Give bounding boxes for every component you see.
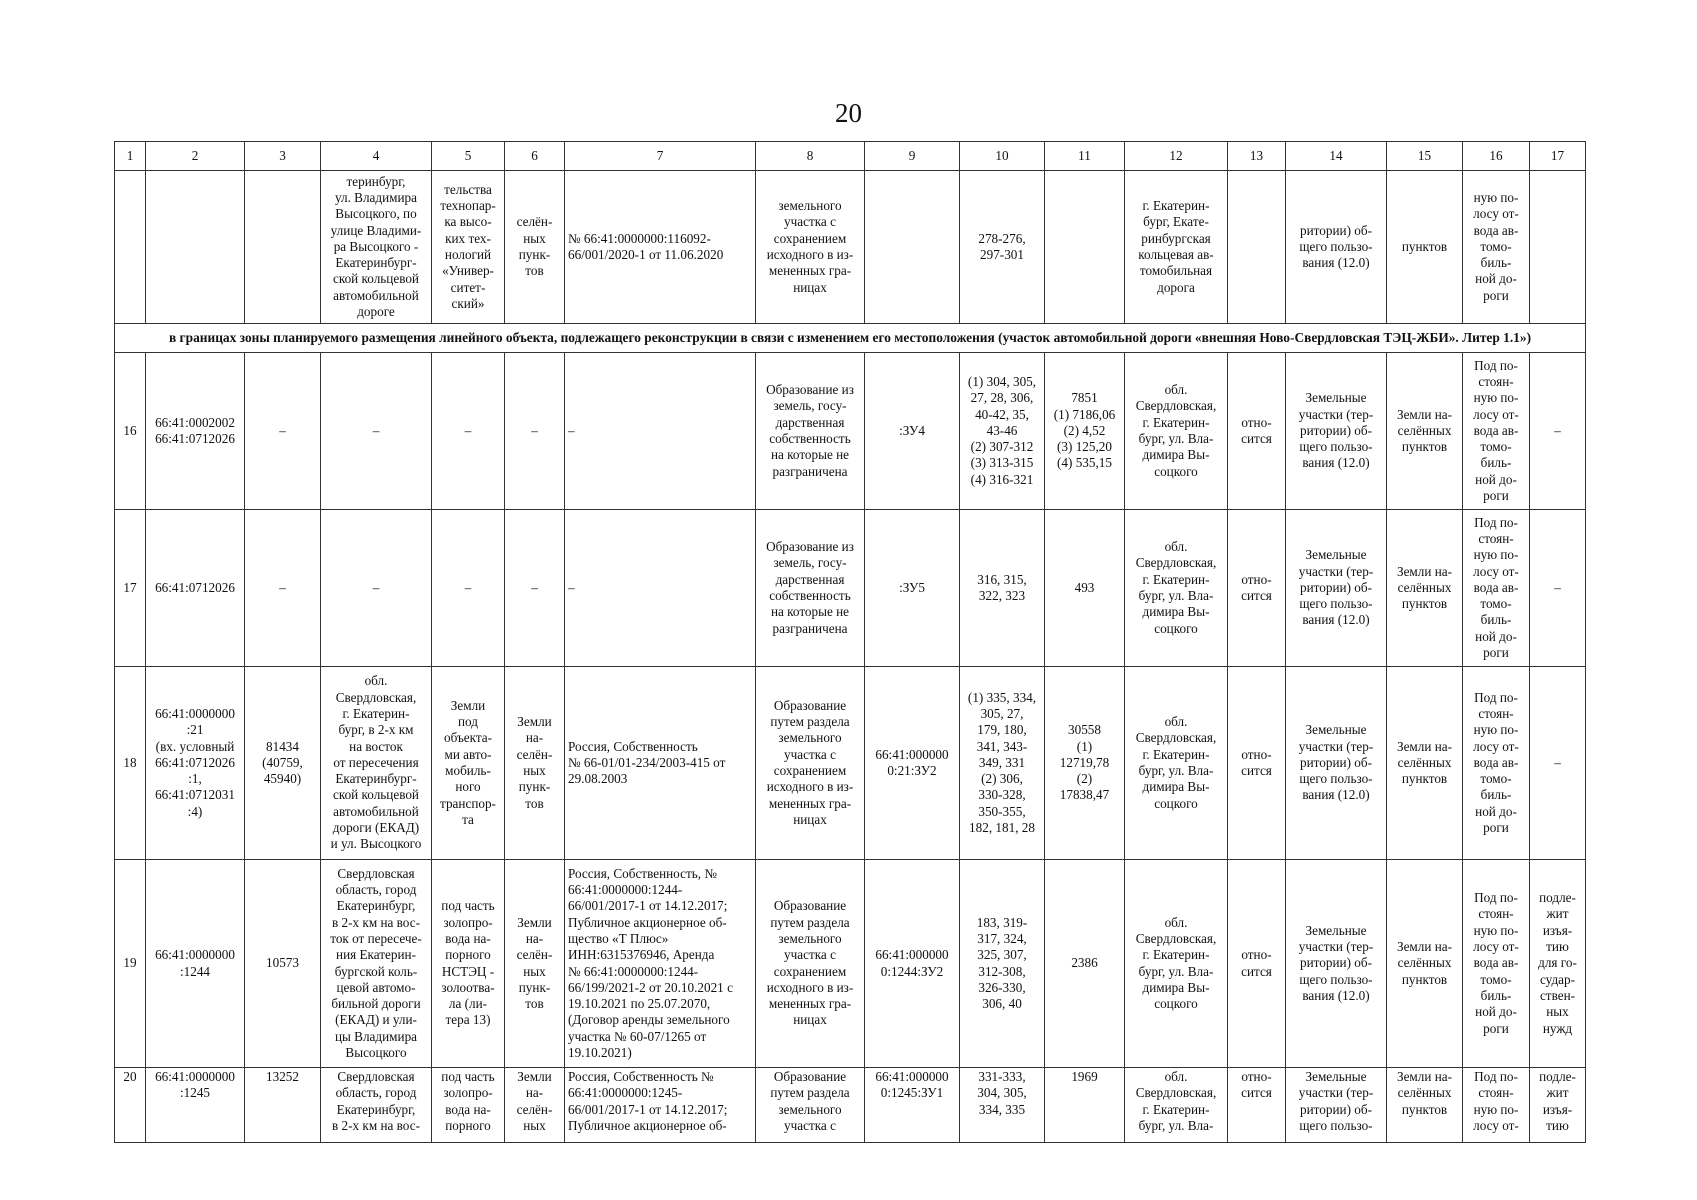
cell-col-7: Россия, Собственность, № 66:41:0000000:1244- 66/001/2017-1 от 14.12.2017; Публичное акционерное об- щество «Т Плюс» ИНН:6315376946, Аренда № 66:41:0000000:1244- 66/199/2021-2 от 20.10.2021 с 19.10.2021 по 25.07.2070, (Договор аренды земельного участка № 60-07/1265 от 19.10.2021) xyxy=(565,860,756,1068)
cell-col-1: 18 xyxy=(115,667,146,860)
cell-col-9: 66:41:000000 0:1244:ЗУ2 xyxy=(865,860,960,1068)
cell-col-12: г. Екатерин- бург, Екате- ринбургская кольцевая ав- томобильная дорога xyxy=(1125,171,1228,324)
cell-col-13: отно- сится xyxy=(1228,860,1286,1068)
cell-col-2: 2 xyxy=(146,142,245,171)
cell-col-15: Земли на- селённых пунктов xyxy=(1387,860,1463,1068)
cell-col-10: 10 xyxy=(960,142,1045,171)
cell-col-2: 66:41:0000000 :1245 xyxy=(146,1068,245,1143)
cell-col-10: (1) 304, 305, 27, 28, 306, 40-42, 35, 43-46 (2) 307-312 (3) 313-315 (4) 316-321 xyxy=(960,353,1045,510)
cell-col-3: 10573 xyxy=(245,860,321,1068)
cell-col-8: Образование путем раздела земельного участка с сохранением исходного в из- мененных гра- ницах xyxy=(756,860,865,1068)
cell-col-17: – xyxy=(1530,510,1586,667)
cell-col-13: 13 xyxy=(1228,142,1286,171)
cell-col-10: 331-333, 304, 305, 334, 335 xyxy=(960,1068,1045,1143)
cell-col-16: Под по- стоян- ную по- лосу от- xyxy=(1463,1068,1530,1143)
cell-col-4: обл. Свердловская, г. Екатерин- бург, в 2-х км на восток от пересечения Екатеринбург- ской кольцевой автомобильной дороги (ЕКАД) и ул. Высоцкого xyxy=(321,667,432,860)
cell-col-4: 4 xyxy=(321,142,432,171)
cell-col-4: теринбург, ул. Владимира Высоцкого, по улице Владими- ра Высоцкого - Екатеринбург- ской кольцевой автомобильной дороге xyxy=(321,171,432,324)
cell-col-1: 1 xyxy=(115,142,146,171)
cell-col-6: Земли на- селён- ных пунк- тов xyxy=(505,860,565,1068)
cell-col-12: обл. Свердловская, г. Екатерин- бург, ул. Вла- димира Вы- соцкого xyxy=(1125,353,1228,510)
table-header-row xyxy=(115,142,1586,171)
table-row xyxy=(115,667,1586,860)
cell-col-15: Земли на- селённых пунктов xyxy=(1387,1068,1463,1143)
cell-col-16: Под по- стоян- ную по- лосу от- вода ав- томо- биль- ной до- роги xyxy=(1463,667,1530,860)
cell-col-15: Земли на- селённых пунктов xyxy=(1387,510,1463,667)
cell-col-2 xyxy=(146,171,245,324)
cell-col-3: 13252 xyxy=(245,1068,321,1143)
cell-col-8: Образование путем раздела земельного участка с сохранением исходного в из- мененных гра- ницах xyxy=(756,667,865,860)
cell-col-15: Земли на- селённых пунктов xyxy=(1387,353,1463,510)
cell-col-4: Свердловская область, город Екатеринбург, в 2-х км на вос- ток от пересече- ния Екатерин- бургской коль- цевой автомо- бильной дороги (ЕКАД) и ули- цы Владимира Высоцкого xyxy=(321,860,432,1068)
cell-col-8: Образование из земель, госу- дарственная собственность на которые не разграничена xyxy=(756,353,865,510)
section-title-row xyxy=(115,324,1586,353)
cell-col-17: 17 xyxy=(1530,142,1586,171)
cell-col-5: – xyxy=(432,510,505,667)
cell-col-11: 11 xyxy=(1045,142,1125,171)
table-row-continued xyxy=(115,171,1586,324)
cell-col-15: пунктов xyxy=(1387,171,1463,324)
cell-col-12: обл. Свердловская, г. Екатерин- бург, ул. Вла- димира Вы- соцкого xyxy=(1125,510,1228,667)
cell-col-3: 81434 (40759, 45940) xyxy=(245,667,321,860)
table-row xyxy=(115,860,1586,1068)
cell-col-1: 20 xyxy=(115,1068,146,1143)
cell-col-8: 8 xyxy=(756,142,865,171)
cell-col-11: 2386 xyxy=(1045,860,1125,1068)
cell-col-14: 14 xyxy=(1286,142,1387,171)
cell-col-10: 278-276, 297-301 xyxy=(960,171,1045,324)
cell-col-6: – xyxy=(505,510,565,667)
cell-col-16: Под по- стоян- ную по- лосу от- вода ав- томо- биль- ной до- роги xyxy=(1463,353,1530,510)
cell-col-6: Земли на- селён- ных пунк- тов xyxy=(505,667,565,860)
cell-col-17: – xyxy=(1530,353,1586,510)
cell-col-6: 6 xyxy=(505,142,565,171)
cell-col-12: обл. Свердловская, г. Екатерин- бург, ул. Вла- xyxy=(1125,1068,1228,1143)
cell-col-2: 66:41:0002002 66:41:0712026 xyxy=(146,353,245,510)
cell-col-12: обл. Свердловская, г. Екатерин- бург, ул. Вла- димира Вы- соцкого xyxy=(1125,667,1228,860)
land-plots-table xyxy=(114,141,1586,1143)
cell-col-9: 66:41:000000 0:1245:ЗУ1 xyxy=(865,1068,960,1143)
cell-col-9 xyxy=(865,171,960,324)
cell-col-13: отно- сится xyxy=(1228,667,1286,860)
cell-col-4: Свердловская область, город Екатеринбург, в 2-х км на вос- xyxy=(321,1068,432,1143)
cell-col-17: подле- жит изъя- тию для го- судар- ствен- ных нужд xyxy=(1530,860,1586,1068)
cell-col-5: 5 xyxy=(432,142,505,171)
cell-col-9: 9 xyxy=(865,142,960,171)
cell-col-7: Россия, Собственность № 66-01/01-234/2003-415 от 29.08.2003 xyxy=(565,667,756,860)
cell-col-4: – xyxy=(321,510,432,667)
cell-col-7: – xyxy=(565,510,756,667)
cell-col-7: – xyxy=(565,353,756,510)
cell-col-6: – xyxy=(505,353,565,510)
cell-col-16: Под по- стоян- ную по- лосу от- вода ав- томо- биль- ной до- роги xyxy=(1463,860,1530,1068)
cell-col-3 xyxy=(245,171,321,324)
cell-col-9: :ЗУ4 xyxy=(865,353,960,510)
cell-col-7: 7 xyxy=(565,142,756,171)
cell-col-14: ритории) об- щего пользо- вания (12.0) xyxy=(1286,171,1387,324)
cell-col-1: 16 xyxy=(115,353,146,510)
cell-col-17 xyxy=(1530,171,1586,324)
cell-col-3: – xyxy=(245,353,321,510)
cell-col-8: Образование путем раздела земельного участка с xyxy=(756,1068,865,1143)
cell-col-2: 66:41:0712026 xyxy=(146,510,245,667)
cell-col-12: обл. Свердловская, г. Екатерин- бург, ул. Вла- димира Вы- соцкого xyxy=(1125,860,1228,1068)
cell-col-11: 30558 (1) 12719,78 (2) 17838,47 xyxy=(1045,667,1125,860)
cell-col-5: Земли под объекта- ми авто- мобиль- ного транспор- та xyxy=(432,667,505,860)
table-row xyxy=(115,510,1586,667)
cell-col-13 xyxy=(1228,171,1286,324)
cell-col-5: под часть золопро- вода на- порного НСТЭЦ - золоотва- ла (ли- тера 13) xyxy=(432,860,505,1068)
cell-col-10: 316, 315, 322, 323 xyxy=(960,510,1045,667)
cell-col-15: Земли на- селённых пунктов xyxy=(1387,667,1463,860)
cell-col-14: Земельные участки (тер- ритории) об- щего пользо- вания (12.0) xyxy=(1286,510,1387,667)
cell-col-8: земельного участка с сохранением исходного в из- мененных гра- ницах xyxy=(756,171,865,324)
cell-col-11 xyxy=(1045,171,1125,324)
cell-col-16: 16 xyxy=(1463,142,1530,171)
cell-col-11: 493 xyxy=(1045,510,1125,667)
cell-col-14: Земельные участки (тер- ритории) об- щего пользо- вания (12.0) xyxy=(1286,353,1387,510)
cell-col-14: Земельные участки (тер- ритории) об- щего пользо- вания (12.0) xyxy=(1286,860,1387,1068)
cell-col-14: Земельные участки (тер- ритории) об- щего пользо- вания (12.0) xyxy=(1286,667,1387,860)
cell-col-6: селён- ных пунк- тов xyxy=(505,171,565,324)
cell-col-6: Земли на- селён- ных xyxy=(505,1068,565,1143)
section-title: в границах зоны планируемого размещения линейного объекта, подлежащего реконструкции в связи с изменением его местоположения (участок автомобильной дороги «внешняя Ново-Свердловская ТЭЦ-ЖБИ». Литер 1.1») xyxy=(115,324,1586,353)
cell-col-3: 3 xyxy=(245,142,321,171)
cell-col-7: Россия, Собственность № 66:41:0000000:1245- 66/001/2017-1 от 14.12.2017; Публичное акционерное об- xyxy=(565,1068,756,1143)
cell-col-10: (1) 335, 334, 305, 27, 179, 180, 341, 343- 349, 331 (2) 306, 330-328, 350-355, 182, 181, 28 xyxy=(960,667,1045,860)
cell-col-5: под часть золопро- вода на- порного xyxy=(432,1068,505,1143)
cell-col-1: 17 xyxy=(115,510,146,667)
cell-col-5: – xyxy=(432,353,505,510)
cell-col-11: 7851 (1) 7186,06 (2) 4,52 (3) 125,20 (4) 535,15 xyxy=(1045,353,1125,510)
cell-col-17: подле- жит изъя- тию xyxy=(1530,1068,1586,1143)
cell-col-8: Образование из земель, госу- дарственная собственность на которые не разграничена xyxy=(756,510,865,667)
cell-col-2: 66:41:0000000 :1244 xyxy=(146,860,245,1068)
cell-col-5: тельства технопар- ка высо- ких тех- нологий «Универ- ситет- ский» xyxy=(432,171,505,324)
cell-col-9: :ЗУ5 xyxy=(865,510,960,667)
cell-col-13: отно- сится xyxy=(1228,1068,1286,1143)
cell-col-2: 66:41:0000000 :21 (вх. условный 66:41:0712026 :1, 66:41:0712031 :4) xyxy=(146,667,245,860)
cell-col-10: 183, 319- 317, 324, 325, 307, 312-308, 326-330, 306, 40 xyxy=(960,860,1045,1068)
cell-col-12: 12 xyxy=(1125,142,1228,171)
cell-col-14: Земельные участки (тер- ритории) об- щего пользо- xyxy=(1286,1068,1387,1143)
cell-col-15: 15 xyxy=(1387,142,1463,171)
page-number: 20 xyxy=(835,98,862,128)
cell-col-1 xyxy=(115,171,146,324)
cell-col-17: – xyxy=(1530,667,1586,860)
table-row xyxy=(115,353,1586,510)
cell-col-7: № 66:41:0000000:116092- 66/001/2020-1 от 11.06.2020 xyxy=(565,171,756,324)
cell-col-13: отно- сится xyxy=(1228,353,1286,510)
table-row xyxy=(115,1068,1586,1143)
cell-col-3: – xyxy=(245,510,321,667)
cell-col-1: 19 xyxy=(115,860,146,1068)
cell-col-16: ную по- лосу от- вода ав- томо- биль- ной до- роги xyxy=(1463,171,1530,324)
cell-col-11: 1969 xyxy=(1045,1068,1125,1143)
cell-col-4: – xyxy=(321,353,432,510)
cell-col-9: 66:41:000000 0:21:ЗУ2 xyxy=(865,667,960,860)
cell-col-16: Под по- стоян- ную по- лосу от- вода ав- томо- биль- ной до- роги xyxy=(1463,510,1530,667)
cell-col-13: отно- сится xyxy=(1228,510,1286,667)
